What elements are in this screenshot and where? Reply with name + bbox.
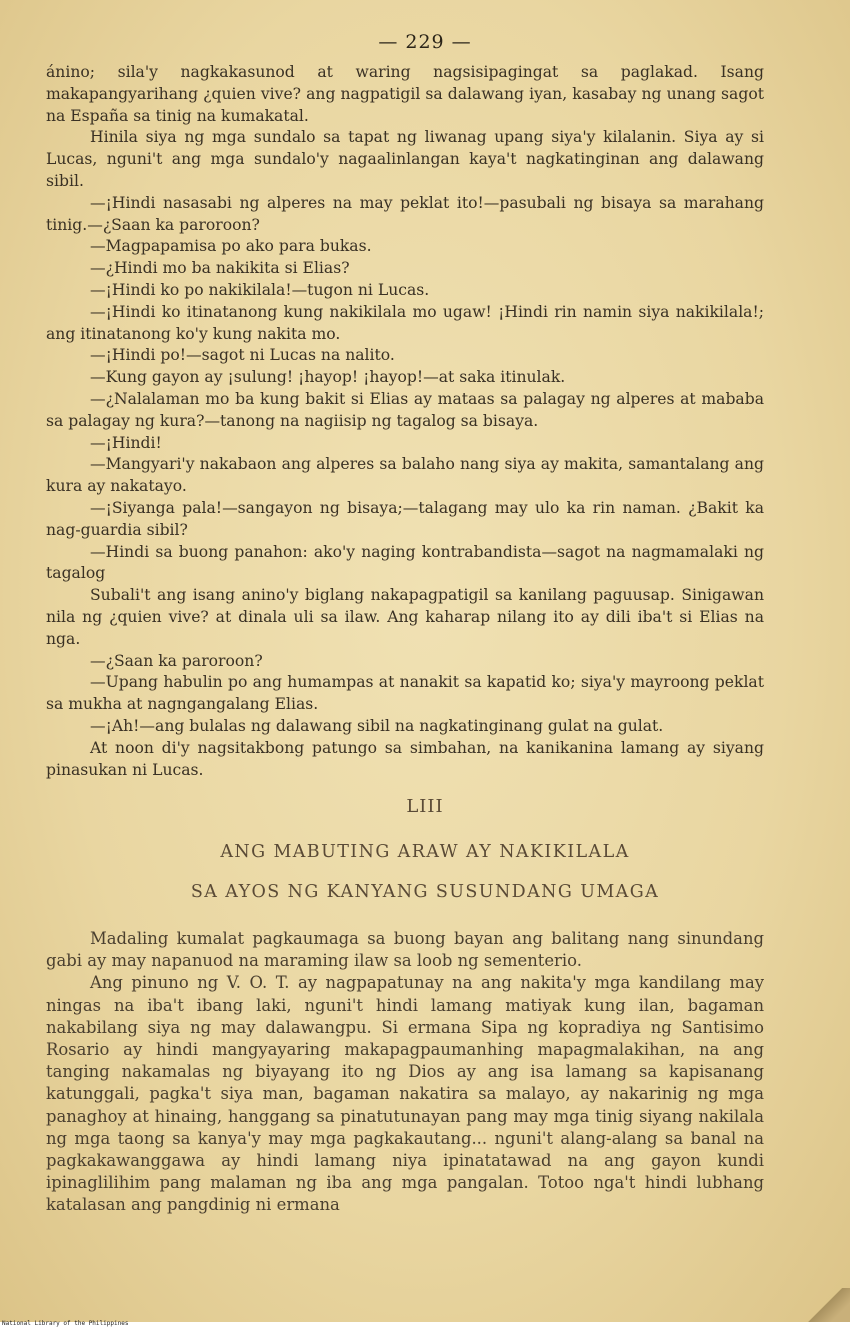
page-curl-shadow [790, 1288, 850, 1322]
chapter-number: LIII [406, 796, 444, 817]
paragraph: —Magpapamisa po ako para bukas. [90, 237, 372, 256]
bottom-text-block [46, 928, 764, 1217]
paragraph: —¿Saan ka paroroon? [90, 651, 263, 670]
paragraph: —Kung gayon ay ¡sulung! ¡hayop! ¡hayop!—at saka itinulak. [90, 368, 566, 387]
paragraph: At noon di'y nagsitakbong patungo sa simbahan, na kanikanina lamang ay siyang pinasukan ni Lucas. [46, 738, 764, 779]
paragraph: —¡Hindi! [90, 433, 162, 452]
page-number: — 229 — [378, 31, 472, 53]
paragraph: —¡Hindi ko po nakikilala!—tugon ni Lucas. [90, 280, 430, 299]
paragraph: —¡Hindi po!—sagot ni Lucas na nalito. [90, 346, 395, 365]
paragraph: —¡Hindi nasasabi ng alperes na may peklat ito!—pasubali ng bisaya sa marahang tinig.—¿Saan ka paroroon? [46, 193, 764, 234]
paragraph: —¡Ah!—ang bulalas ng dalawang sibil na nagkatinginang gulat na gulat. [90, 716, 664, 735]
paragraph: ánino; sila'y nagkakasunod at waring nagsisipagingat sa paglakad. Isang makapangyarihang ¿quien vive? ang nagpatigil sa dalawang iyan, kasabay ng unang sagot na España sa tinig na kumakatal. [46, 63, 764, 125]
paragraph: —¿Nalalaman mo ba kung bakit si Elias ay mataas sa palagay ng alperes at mababa sa palagay ng kura?—tanong na nagiisip ng tagalog sa bisaya. [46, 389, 764, 430]
paragraph: Ang pinuno ng V. O. T. ay nagpapatunay na ang nakita'y mga kandilang may ningas na iba't ibang laki, nguni't hindi lamang matiyak kung ilan, bagaman nakabilang siya ng may dalawangpu. Si ermana Sipa ng kopradiya ng Santisimo Rosario ay hindi mangyayaring makapagpaumanhing mapagmalakihan, na ang tanging nakamalas ng biyayang ito ng Dios ay ang isa lamang sa kapisanang katunggali, pagka't siya man, bagaman nakatira sa malayo, ay nakarinig ng mga panaghoy at hinaing, hanggang sa pinatutunayan pang may mga tinig siyang nakilala ng mga taong sa kanya'y may mga pagkakautang... nguni't alang-alang sa banal na pagkakawanggawa ay hindi lamang niya ipinatatawad na ang gayon kundi ipinaglilihim pang malaman ng iba ang mga pangalan. Totoo nga't hindi lubhang katalasan ang pangdinig ni ermana [46, 973, 764, 1215]
chapter-title-line-1: ANG MABUTING ARAW AY NAKIKILALA [220, 842, 630, 862]
paragraph: —Upang habulin po ang humampas at nanakit sa kapatid ko; siya'y mayroong peklat sa mukha at nagngangalang Elias. [46, 673, 764, 714]
chapter-title-line-2: SA AYOS NG KANYANG SUSUNDANG UMAGA [190, 882, 660, 902]
paragraph: Madaling kumalat pagkaumaga sa buong bayan ang balitang nang sinundang gabi ay may napanuod na maraming ilaw sa loob ng sementerio. [46, 929, 764, 971]
top-text-block [46, 62, 764, 781]
paragraph: Subali't ang isang anino'y biglang nakapagpatigil sa kanilang paguusap. Sinigawan nila ng ¿quien vive? at dinala uli sa ilaw. Ang kaharap nilang ito ay dili iba't si Elias na nga. [46, 586, 764, 648]
paragraph: —¡Siyanga pala!—sangayon ng bisaya;—talagang may ulo ka rin naman. ¿Bakit ka nag-guardia sibil? [46, 498, 764, 539]
paragraph: —¡Hindi ko itinatanong kung nakikilala mo ugaw! ¡Hindi rin namin siya nakikilala!; ang itinatanong ko'y kung nakita mo. [46, 302, 764, 343]
paragraph: —Hindi sa buong panahon: ako'y naging kontrabandista—sagot na nagmamalaki ng tagalog [46, 542, 764, 583]
paragraph: —¿Hindi mo ba nakikita si Elias? [90, 259, 350, 278]
paragraph: —Mangyari'y nakabaon ang alperes sa balaho nang siya ay makita, samantalang ang kura ay nakatayo. [46, 455, 764, 496]
footer-credit: National Library of the Philippines [2, 1320, 129, 1327]
paragraph: Hinila siya ng mga sundalo sa tapat ng liwanag upang siya'y kilalanin. Siya ay si Lucas, nguni't ang mga sundalo'y nagaalinlangan kaya't nagkatinginan ang dalawang sibil. [46, 128, 764, 190]
